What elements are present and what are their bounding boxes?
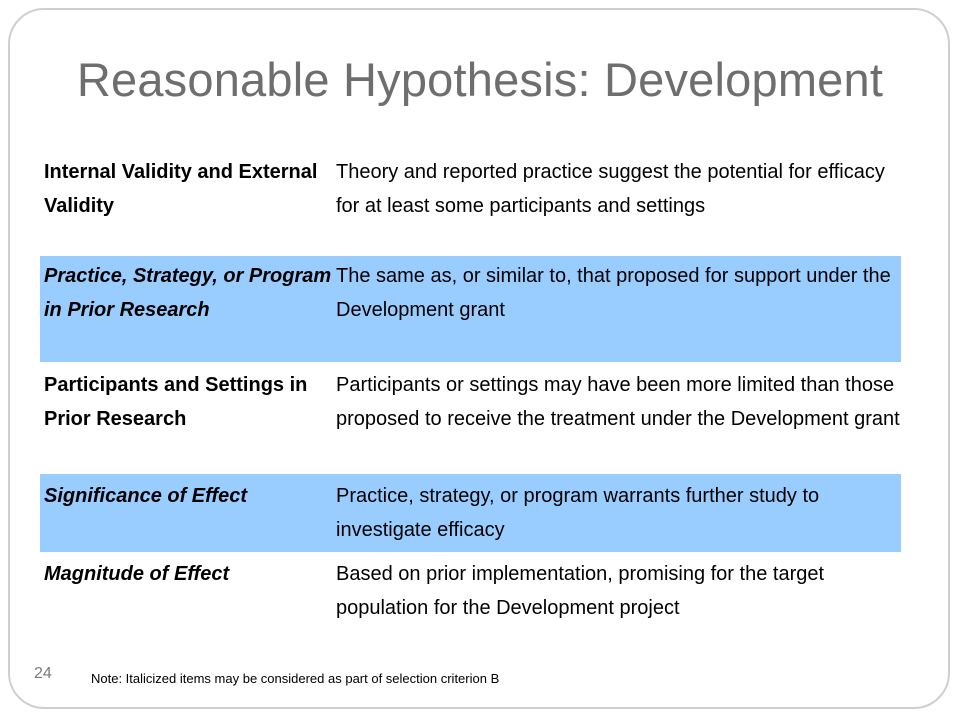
footnote: Note: Italicized items may be considered as part of selection criterion B <box>91 671 500 686</box>
table-row <box>40 552 901 660</box>
criterion-label: Practice, Strategy, or Program in Prior Research <box>44 265 332 321</box>
criteria-table <box>40 152 901 660</box>
slide-number: 24 <box>34 665 52 682</box>
table-row <box>40 362 901 474</box>
criterion-label: Magnitude of Effect <box>44 563 230 585</box>
table-row <box>40 152 901 256</box>
criterion-label: Internal Validity and External Validity <box>44 161 318 217</box>
criterion-description: Theory and reported practice suggest the potential for efficacy for at least some participants and settings <box>336 161 885 217</box>
criterion-description: The same as, or similar to, that proposed for support under the Development grant <box>336 265 891 321</box>
table-row <box>40 474 901 552</box>
criterion-description: Practice, strategy, or program warrants further study to investigate efficacy <box>336 485 820 541</box>
criterion-description: Participants or settings may have been more limited than those proposed to receive the treatment under the Development grant <box>336 374 900 430</box>
criterion-label: Participants and Settings in Prior Research <box>44 374 308 430</box>
criterion-label: Significance of Effect <box>44 485 248 507</box>
slide-title: Reasonable Hypothesis: Development <box>76 53 884 106</box>
table-row <box>40 256 901 362</box>
criterion-description: Based on prior implementation, promising for the target population for the Development project <box>336 563 825 619</box>
